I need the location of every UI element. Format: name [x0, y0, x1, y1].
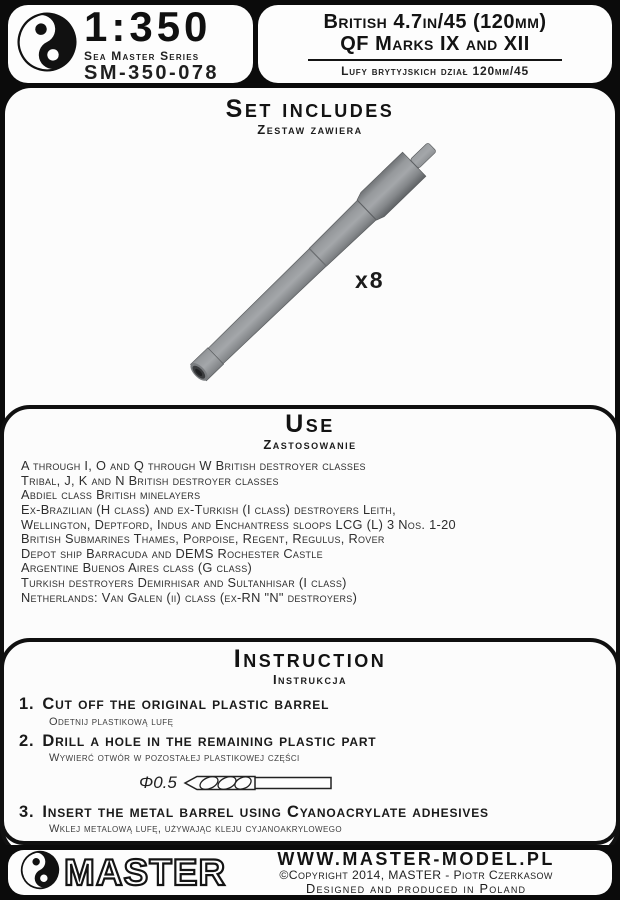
- step-text-en: Drill a hole in the remaining plastic part: [42, 731, 377, 750]
- drill-bit-icon: [183, 772, 333, 794]
- use-list-item: Turkish destroyers Demirhisar and Sultanhisar (I class): [21, 575, 347, 590]
- step-text-pl: Odetnij plastikową lufę: [49, 715, 174, 728]
- drill-diameter-label: Φ0.5: [139, 772, 177, 792]
- footer-box: [8, 850, 612, 895]
- brand-scale: 1:350: [84, 2, 212, 50]
- use-list: [21, 459, 616, 605]
- drill-diagram-row: [139, 772, 616, 794]
- use-list-item: Wellington, Deptford, Indus and Enchantress sloops LCG (L) 3 Nos. 1-20: [21, 516, 456, 532]
- product-title-box: [258, 5, 612, 83]
- brand-series: Sea Master Series: [84, 48, 200, 63]
- use-subtitle: Zastosowanie: [263, 437, 357, 453]
- quantity-label: x8: [355, 267, 385, 293]
- set-includes-title: Set includes: [225, 95, 395, 123]
- use-list-item: Netherlands: Van Galen (ii) class (ex-RN "N" destroyers): [21, 589, 358, 605]
- step-text-en: Insert the metal barrel using Cyanoacrylate adhesives: [42, 802, 489, 821]
- use-list-item: British Submarines Thames, Porpoise, Regent, Regulus, Rover: [21, 531, 385, 547]
- footer-website: WWW.MASTER-MODEL.PL: [277, 848, 555, 869]
- step-number: 3.: [19, 802, 35, 821]
- title-divider: [308, 59, 563, 61]
- step-text-pl: Wywierć otwór w pozostałej plastikowej części: [49, 751, 300, 764]
- step-text-pl: Wklej metalową lufę, używając kleju cyjanoakrylowego: [49, 823, 342, 836]
- instruction-header: [4, 646, 616, 687]
- footer-band: [0, 845, 620, 900]
- product-title-line2: QF Marks IX and XII: [340, 32, 530, 55]
- use-list-item: Abdiel class British minelayers: [21, 487, 201, 503]
- brand-code: SM-350-078: [84, 61, 220, 84]
- step-number: 1.: [19, 695, 35, 714]
- use-list-item: Tribal, J, K and N British destroyer classes: [21, 472, 279, 488]
- step-text-en: Cut off the original plastic barrel: [42, 695, 330, 714]
- step-number: 2.: [19, 731, 35, 750]
- footer-origin: Designed and produced in Poland: [306, 880, 527, 896]
- brand-logo-icon: [20, 850, 60, 895]
- use-list-item: Ex-Brazilian (H class) and ex-Turkish (I class) destroyers Leith,: [21, 502, 396, 518]
- use-list-item: Argentine Buenos Aires class (G class): [21, 560, 253, 576]
- product-title-polish: Lufy brytyjskich dział 120mm/45: [341, 64, 529, 79]
- instruction-steps: [19, 696, 616, 835]
- use-list-item: A through I, O and Q through W British destroyer classes: [21, 458, 366, 474]
- brand-box: [8, 2, 253, 84]
- set-includes-header: [5, 88, 615, 137]
- header-band: [0, 0, 620, 88]
- instruction-subtitle: Instrukcja: [272, 672, 348, 688]
- use-title: Use: [285, 410, 335, 438]
- footer-info: [226, 850, 602, 896]
- brand-logo-icon: [16, 9, 78, 80]
- footer-copyright: ©Copyright 2014, MASTER - Piotr Czerkasow: [279, 867, 553, 882]
- instruction-title: Instruction: [233, 645, 387, 673]
- instruction-step: [19, 804, 616, 835]
- instruction-step: [19, 733, 616, 764]
- instruction-step: [19, 696, 616, 727]
- use-header: [4, 411, 616, 452]
- set-includes-subtitle: Zestaw zawiera: [257, 122, 363, 138]
- use-list-item: Depot ship Barracuda and DEMS Rochester Castle: [21, 545, 323, 561]
- product-title-line1: British 4.7in/45 (120mm): [323, 10, 547, 33]
- instruction-panel: [0, 638, 620, 845]
- instruction-sheet-page: [5, 88, 615, 845]
- footer-brand-wordmark: MASTER: [64, 852, 227, 893]
